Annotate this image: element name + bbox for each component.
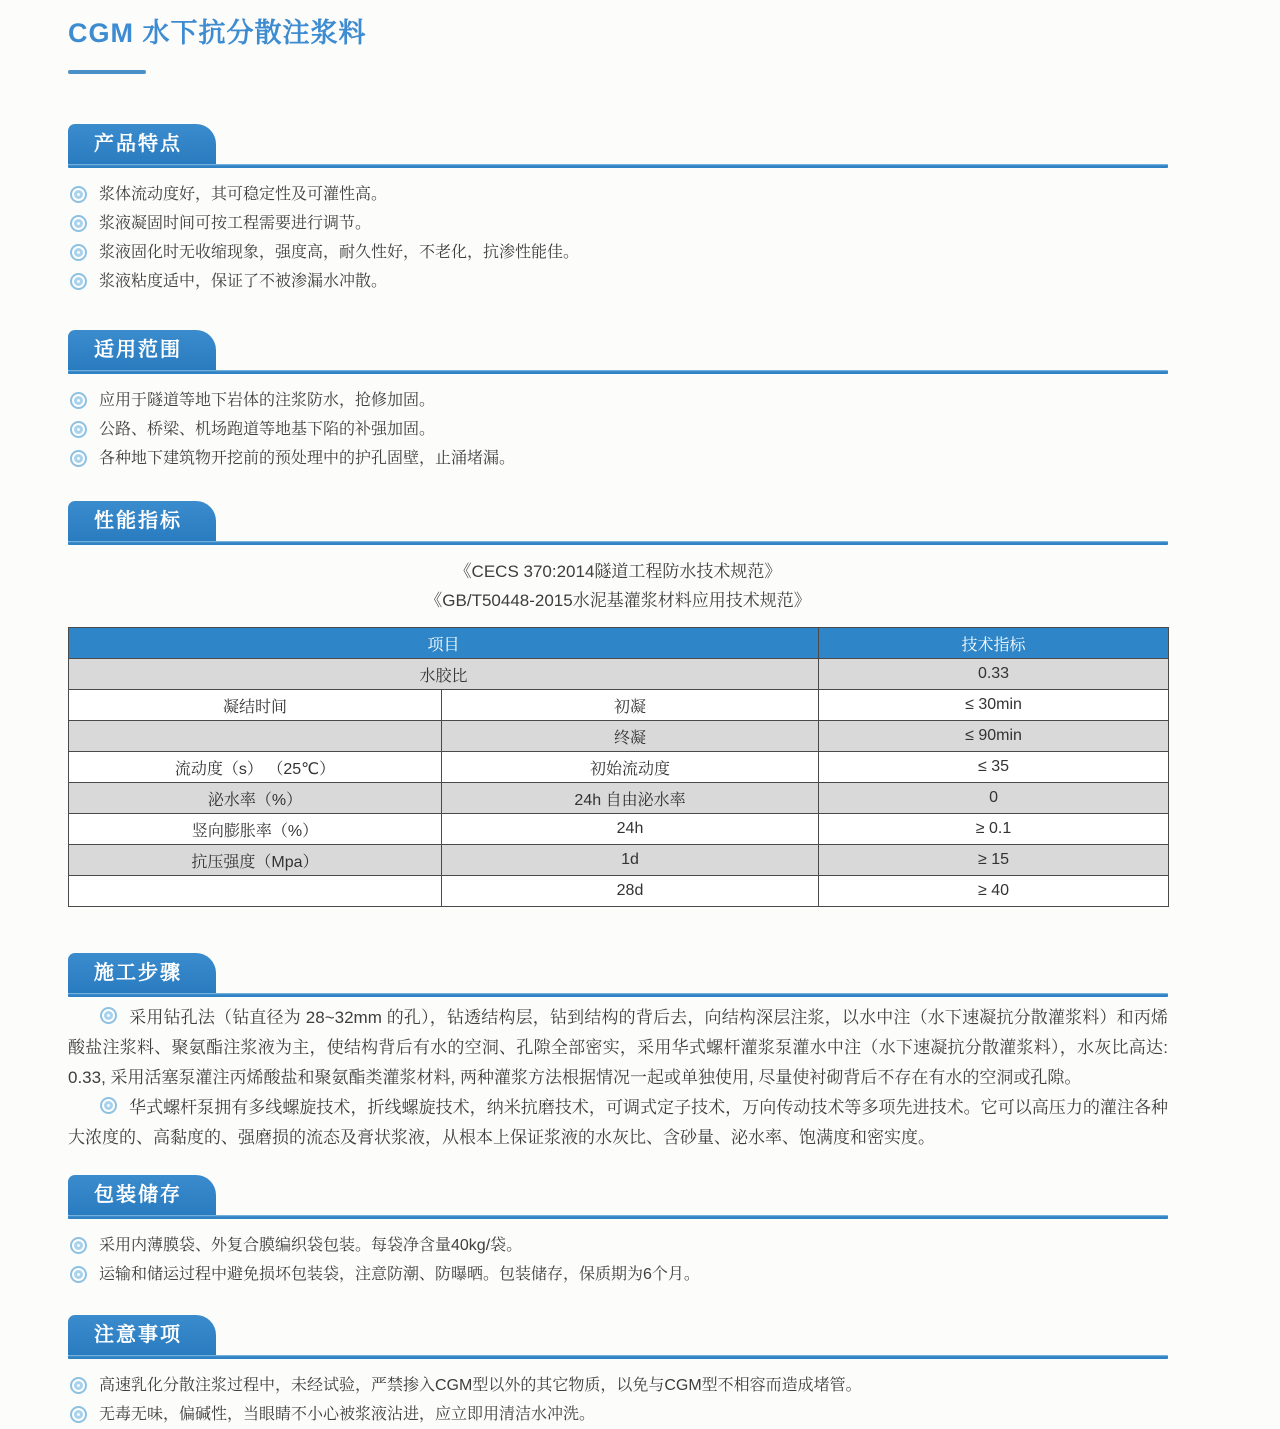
section-header (68, 1315, 1168, 1359)
table-row (69, 690, 1169, 721)
standards-references (68, 557, 1168, 615)
cell-value: ≤ 90min (819, 721, 1169, 752)
section-precautions (68, 1315, 1168, 1429)
list-item (68, 1231, 1168, 1260)
cell-group: 泌水率（%） (69, 783, 442, 814)
cell-group: 水胶比 (69, 659, 819, 690)
list-item-text: 浆液粘度适中，保证了不被渗漏水冲散。 (99, 273, 388, 290)
bullet-icon (100, 1007, 117, 1024)
performance-table (68, 627, 1169, 907)
table-row (69, 752, 1169, 783)
section-rule (68, 370, 1168, 374)
cell-group: 竖向膨胀率（%） (69, 814, 442, 845)
feature-list (68, 180, 1168, 296)
table-row (69, 814, 1169, 845)
cell-value: 0 (819, 783, 1169, 814)
packaging-list (68, 1231, 1168, 1289)
list-item-text: 运输和储运过程中避免损坏包装袋，注意防潮、防曝晒。包装储存，保质期为6个月。 (99, 1266, 700, 1283)
cell-item: 初始流动度 (442, 752, 819, 783)
list-item-text: 应用于隧道等地下岩体的注浆防水，抢修加固。 (99, 392, 436, 409)
section-performance (68, 501, 1168, 907)
cell-group: 抗压强度（Mpa） (69, 845, 442, 876)
table-header-indicator: 技术指标 (819, 628, 1169, 659)
paragraph (68, 1003, 1168, 1093)
section-construction (68, 953, 1168, 1153)
list-item (68, 1260, 1168, 1289)
section-tab-features: 产品特点 (68, 124, 216, 164)
list-item (68, 209, 1168, 238)
paragraph-text: 采用钻孔法（钻直径为 28~32mm 的孔），钻透结构层，钻到结构的背后去，向结构深层注浆，以水中注（水下速凝抗分散灌浆料）和丙烯酸盐注浆料、聚氨酯注浆液为主，使结构背后有水的空洞、孔隙全部密实，采用华式螺杆灌浆泵灌水中注（水下速凝抗分散灌浆料），水灰比高达: 0.33, 采用活塞泵灌注丙烯酸盐和聚氨酯类灌浆材料, 两种灌浆方法根据情况一起或单独使用, 尽量使衬砌背后不存在有水的空洞或孔隙。 (68, 1008, 1168, 1087)
section-header (68, 124, 1168, 168)
cell-value: ≥ 0.1 (819, 814, 1169, 845)
list-item (68, 238, 1168, 267)
bullet-icon (70, 1237, 87, 1254)
bullet-icon (70, 215, 87, 232)
table-row (69, 845, 1169, 876)
section-header (68, 953, 1168, 997)
cell-item: 28d (442, 876, 819, 907)
cell-value: ≤ 35 (819, 752, 1169, 783)
cell-value: ≥ 40 (819, 876, 1169, 907)
table-header-row (69, 628, 1169, 659)
table-row (69, 721, 1169, 752)
section-packaging (68, 1175, 1168, 1289)
section-header (68, 330, 1168, 374)
cell-item: 初凝 (442, 690, 819, 721)
table-header-item: 项目 (69, 628, 819, 659)
list-item-text: 采用内薄膜袋、外复合膜编织袋包装。每袋净含量40kg/袋。 (99, 1237, 523, 1254)
section-tab-scope: 适用范围 (68, 330, 216, 370)
section-tab-packaging: 包装储存 (68, 1175, 216, 1215)
section-scope (68, 330, 1168, 473)
paragraph (68, 1093, 1168, 1153)
list-item (68, 415, 1168, 444)
cell-item: 24h (442, 814, 819, 845)
cell-group: 凝结时间 (69, 690, 442, 721)
section-header (68, 501, 1168, 545)
section-tab-performance: 性能指标 (68, 501, 216, 541)
section-rule (68, 993, 1168, 997)
cell-value: ≥ 15 (819, 845, 1169, 876)
bullet-icon (70, 273, 87, 290)
list-item (68, 1400, 1168, 1429)
bullet-icon (70, 392, 87, 409)
bullet-icon (70, 450, 87, 467)
paragraph-text: 华式螺杆泵拥有多线螺旋技术，折线螺旋技术，纳米抗磨技术，可调式定子技术，万向传动技术等多项先进技术。它可以高压力的灌注各种大浓度的、高黏度的、强磨损的流态及膏状浆液，从根本上保证浆液的水灰比、含砂量、泌水率、饱满度和密实度。 (68, 1098, 1168, 1147)
list-item-text: 浆体流动度好，其可稳定性及可灌性高。 (99, 186, 388, 203)
table-row (69, 659, 1169, 690)
cell-group: 流动度（s） （25℃） (69, 752, 442, 783)
bullet-icon (70, 1266, 87, 1283)
bullet-icon (70, 244, 87, 261)
section-tab-construction: 施工步骤 (68, 953, 216, 993)
cell-item: 1d (442, 845, 819, 876)
cell-value: 0.33 (819, 659, 1169, 690)
list-item-text: 浆液凝固时间可按工程需要进行调节。 (99, 215, 372, 232)
section-rule (68, 541, 1168, 545)
list-item (68, 386, 1168, 415)
list-item (68, 444, 1168, 473)
cell-item: 终凝 (442, 721, 819, 752)
standard-line: 《GB/T50448-2015水泥基灌浆材料应用技术规范》 (425, 591, 811, 610)
construction-paragraphs (68, 1003, 1168, 1153)
list-item-text: 无毒无味，偏碱性，当眼睛不小心被浆液沾进，应立即用清洁水冲洗。 (99, 1406, 596, 1423)
list-item (68, 1371, 1168, 1400)
bullet-icon (70, 1377, 87, 1394)
scope-list (68, 386, 1168, 473)
list-item-text: 各种地下建筑物开挖前的预处理中的护孔固壁，止涌堵漏。 (99, 450, 516, 467)
bullet-icon (70, 1406, 87, 1423)
list-item (68, 267, 1168, 296)
bullet-icon (70, 186, 87, 203)
section-rule (68, 1355, 1168, 1359)
precautions-list (68, 1371, 1168, 1429)
list-item (68, 180, 1168, 209)
bullet-icon (70, 421, 87, 438)
title-underline (68, 70, 146, 74)
cell-item: 24h 自由泌水率 (442, 783, 819, 814)
bullet-icon (100, 1097, 117, 1114)
section-header (68, 1175, 1168, 1219)
list-item-text: 浆液固化时无收缩现象，强度高，耐久性好，不老化，抗渗性能佳。 (99, 244, 580, 261)
section-rule (68, 1215, 1168, 1219)
table-row (69, 876, 1169, 907)
list-item-text: 公路、桥梁、机场跑道等地基下陷的补强加固。 (99, 421, 436, 438)
section-features (68, 124, 1168, 296)
page-title: CGM 水下抗分散注浆料 (68, 18, 367, 48)
cell-value: ≤ 30min (819, 690, 1169, 721)
cell-group (69, 721, 442, 752)
standard-line: 《CECS 370:2014隧道工程防水技术规范》 (454, 562, 782, 581)
section-rule (68, 164, 1168, 168)
list-item-text: 高速乳化分散注浆过程中，未经试验，严禁掺入CGM型以外的其它物质，以免与CGM型不相容而造成堵管。 (99, 1377, 862, 1394)
table-row (69, 783, 1169, 814)
section-tab-precautions: 注意事项 (68, 1315, 216, 1355)
cell-group (69, 876, 442, 907)
